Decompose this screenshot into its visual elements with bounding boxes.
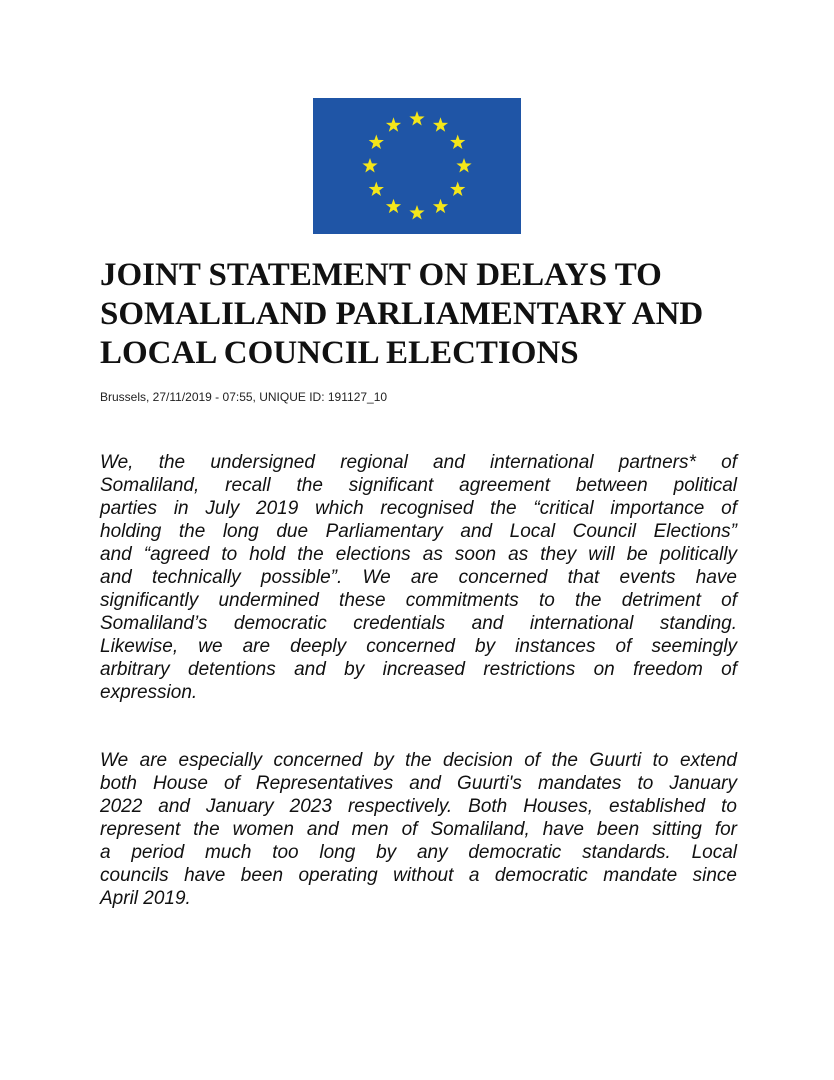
paragraph-line: parties in July 2019 which recognised the “critical importance of [100, 498, 737, 519]
paragraph-line: We, the undersigned regional and international partners* of [100, 452, 737, 473]
paragraph-line: expression. [100, 682, 198, 703]
paragraph-line: holding the long due Parliamentary and Local Council Elections” [100, 521, 737, 542]
paragraph-line: and technically possible”. We are concerned that events have [100, 567, 737, 588]
star-icon [409, 205, 424, 219]
star-icon [369, 135, 384, 149]
paragraph-line: Somaliland’s democratic credentials and international standing. [100, 613, 737, 634]
paragraph-line: We are especially concerned by the decision of the Guurti to extend [100, 750, 737, 771]
star-icon [386, 117, 401, 131]
star-icon [450, 135, 465, 149]
paragraph-line: Somaliland, recall the significant agreement between political [100, 475, 737, 496]
paragraph-1 [100, 451, 737, 704]
paragraph-line: significantly undermined these commitments to the detriment of [100, 590, 737, 611]
eu-flag-icon [313, 98, 521, 234]
paragraph-line: arbitrary detentions and by increased restrictions on freedom of [100, 659, 737, 680]
document-title [100, 256, 780, 373]
title-line: JOINT STATEMENT ON DELAYS TO [100, 257, 662, 293]
paragraph-line: Likewise, we are deeply concerned by instances of seemingly [100, 636, 737, 657]
paragraph-2 [100, 749, 737, 910]
paragraph-line: 2022 and January 2023 respectively. Both Houses, established to [100, 796, 737, 817]
paragraph-line: April 2019. [100, 888, 191, 909]
star-icon [450, 182, 465, 196]
star-icon [362, 158, 377, 172]
star-icon [386, 199, 401, 213]
paragraph-line: and “agreed to hold the elections as soon as they will be politically [100, 544, 737, 565]
star-icon [456, 158, 471, 172]
document-meta: Brussels, 27/11/2019 - 07:55, UNIQUE ID: 191127_10 [100, 390, 388, 404]
title-line: LOCAL COUNCIL ELECTIONS [100, 335, 579, 371]
paragraph-line: a period much too long by any democratic standards. Local [100, 842, 737, 863]
star-icon [433, 199, 448, 213]
star-icon [369, 182, 384, 196]
paragraph-line: councils have been operating without a democratic mandate since [100, 865, 737, 886]
paragraph-line: both House of Representatives and Guurti's mandates to January [100, 773, 737, 794]
star-icon [409, 111, 424, 125]
star-icon [433, 117, 448, 131]
eu-flag-graphic [313, 98, 521, 234]
title-line: SOMALILAND PARLIAMENTARY AND [100, 296, 704, 332]
paragraph-line: represent the women and men of Somaliland, have been sitting for [100, 819, 737, 840]
